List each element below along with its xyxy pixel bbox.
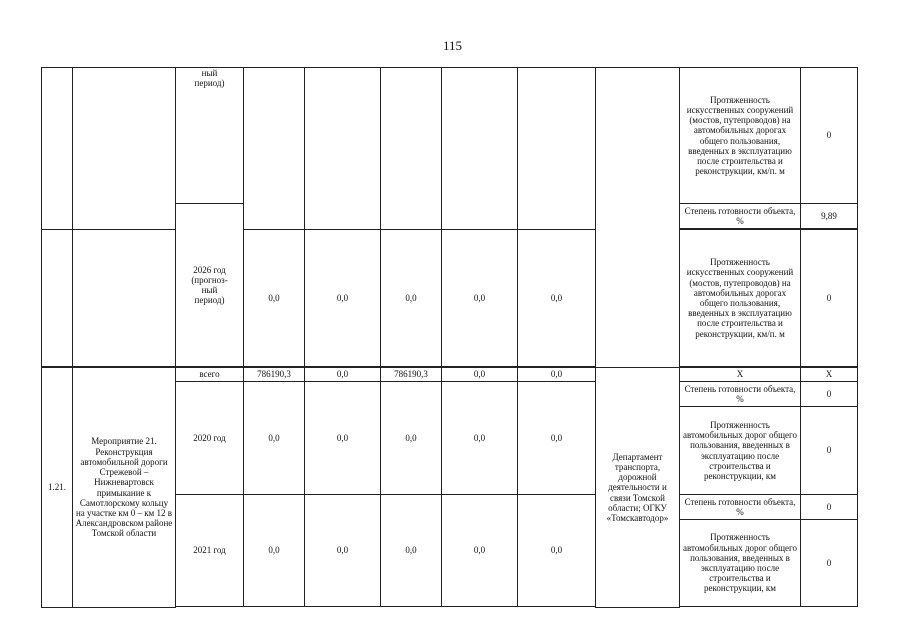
value-cell: 0,0 (442, 382, 518, 495)
empty-value-cell (381, 68, 442, 230)
indicator-name: Степень готовности объекта, % (680, 495, 801, 520)
empty-value-cell (305, 68, 381, 230)
period-cell: 2026 год (прогноз- ный период) (176, 204, 244, 367)
measure-executor: Департамент транспорта, дорожной деятельности и связи Томской области; ОГКУ «Томскавтодор» (596, 368, 680, 608)
upper-executor-cell (596, 68, 680, 368)
upper-name-cell (73, 230, 176, 367)
value-cell: 0,0 (518, 230, 596, 367)
measure-number: 1.21. (42, 368, 73, 608)
upper-number-cell (42, 230, 73, 367)
value-cell: 0,0 (305, 230, 381, 367)
indicator-value: 0 (801, 520, 858, 607)
indicator-name: Протяженность автомобильных дорог общего пользования, введенных в эксплуатацию после строительства и реконструкции, км (680, 407, 801, 495)
indicator-value: 0 (801, 382, 858, 407)
indicator-value: 0 (801, 230, 858, 367)
indicator-name: Протяженность автомобильных дорог общего пользования, введенных в эксплуатацию после строительства и реконструкции, км (680, 520, 801, 607)
indicator-value: Х (801, 368, 858, 382)
program-table (41, 67, 858, 608)
value-cell: 0,0 (244, 230, 305, 367)
value-cell: 0,0 (244, 495, 305, 607)
indicator-name: Протяженность искусственных сооружений (мостов, путепроводов) на автомобильных дорогах общего пользования, введенных в эксплуатацию после строительства и реконструкции, км/п. м (680, 230, 801, 367)
value-cell: 0,0 (305, 495, 381, 607)
value-cell: 0,0 (381, 495, 442, 607)
measure-row-total (42, 368, 858, 382)
indicator-name: Протяженность искусственных сооружений (мостов, путепроводов) на автомобильных дорогах общего пользования, введенных в эксплуатацию после строительства и реконструкции, км/п. м (680, 68, 801, 204)
indicator-name: Степень готовности объекта, % (680, 204, 801, 229)
value-cell: 786190,3 (381, 368, 442, 382)
period-cell: 2021 год (176, 495, 244, 607)
period-cell: ный период) (176, 68, 244, 204)
value-cell: 0,0 (518, 382, 596, 495)
indicator-value: 0 (801, 407, 858, 495)
period-cell: 2020 год (176, 382, 244, 495)
indicator-value: 0 (801, 495, 858, 520)
indicator-name: Степень готовности объекта, % (680, 382, 801, 407)
empty-value-cell (518, 68, 596, 230)
indicator-name: Х (680, 368, 801, 382)
upper-row-1 (42, 68, 858, 204)
value-cell: 0,0 (305, 382, 381, 495)
period-cell: всего (176, 368, 244, 382)
indicator-value: 9,89 (801, 204, 858, 229)
value-cell: 0,0 (518, 368, 596, 382)
value-cell: 786190,3 (244, 368, 305, 382)
empty-value-cell (244, 68, 305, 230)
indicator-value: 0 (801, 68, 858, 204)
value-cell: 0,0 (381, 382, 442, 495)
value-cell: 0,0 (381, 230, 442, 367)
page-number: 115 (442, 38, 463, 53)
value-cell: 0,0 (518, 495, 596, 607)
upper-number-cell (42, 68, 73, 230)
value-cell: 0,0 (244, 382, 305, 495)
upper-name-cell (73, 68, 176, 230)
empty-value-cell (442, 68, 518, 230)
value-cell: 0,0 (442, 230, 518, 367)
upper-row-3 (42, 230, 858, 367)
value-cell: 0,0 (442, 495, 518, 607)
value-cell: 0,0 (442, 368, 518, 382)
value-cell: 0,0 (305, 368, 381, 382)
measure-name: Мероприятие 21. Реконструкция автомобильной дороги Стрежевой – Нижневартовск примыкание к Самотлорскому кольцу на участке км 0 – км 12 в Александровском районе Томской области (73, 368, 176, 608)
